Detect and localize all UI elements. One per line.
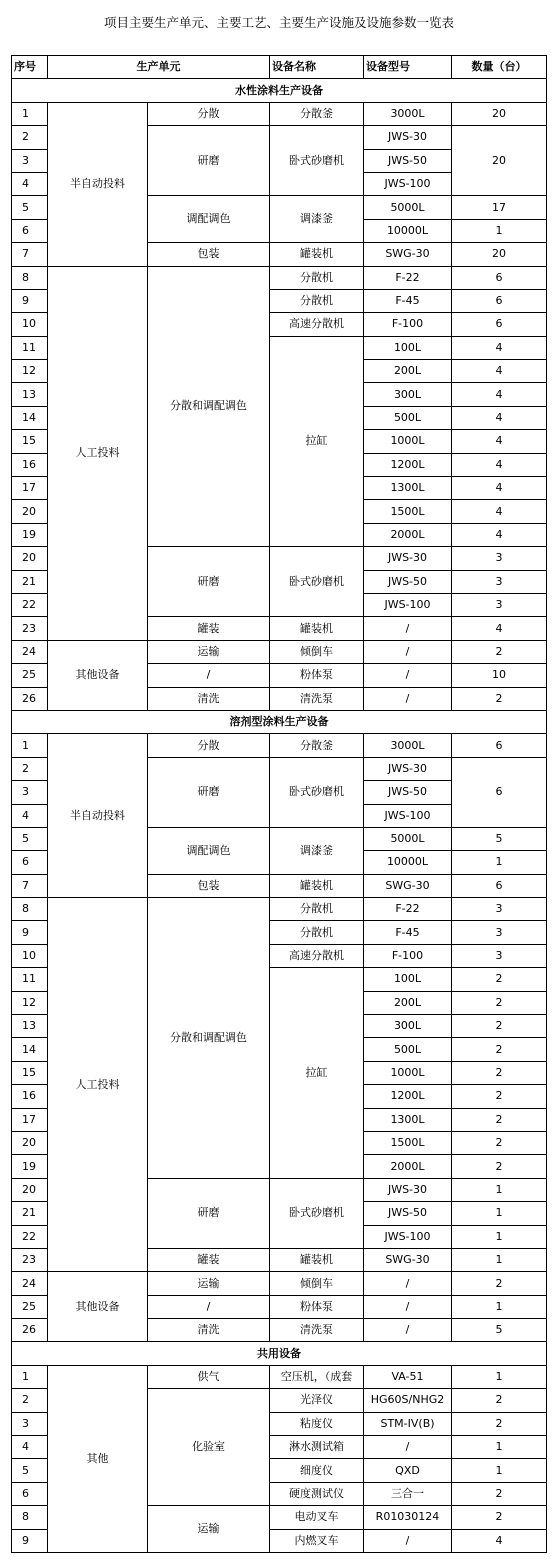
equipment-model: STM-IV(B) [364, 1412, 452, 1435]
equipment-quantity: 4 [452, 360, 547, 383]
row-number: 19 [12, 523, 48, 546]
row-number: 17 [12, 477, 48, 500]
production-unit: 其他设备 [48, 640, 148, 710]
row-number: 11 [12, 336, 48, 359]
equipment-quantity: 3 [452, 921, 547, 944]
equipment-quantity: 2 [452, 1015, 547, 1038]
equipment-model: / [364, 687, 452, 710]
row-number: 22 [12, 593, 48, 616]
equipment-name: 倾倒车 [270, 640, 364, 663]
equipment-model: 1200L [364, 1085, 452, 1108]
process-step: 研磨 [148, 547, 270, 617]
equipment-model: 1500L [364, 500, 452, 523]
equipment-quantity: 17 [452, 196, 547, 219]
col-header-unit: 生产单元 [48, 56, 270, 79]
equipment-quantity: 1 [452, 1459, 547, 1482]
equipment-name: 罐装机 [270, 874, 364, 897]
process-step: 运输 [148, 1506, 270, 1553]
equipment-quantity: 6 [452, 266, 547, 289]
equipment-model: VA-51 [364, 1365, 452, 1388]
equipment-quantity: 1 [452, 1178, 547, 1201]
equipment-quantity: 4 [452, 477, 547, 500]
equipment-name: 高速分散机 [270, 944, 364, 967]
table-row [12, 1365, 547, 1388]
row-number: 14 [12, 1038, 48, 1061]
row-number: 6 [12, 1482, 48, 1505]
process-step: 分散和调配调色 [148, 898, 270, 1179]
equipment-model: JWS-30 [364, 1178, 452, 1201]
equipment-name: 分散机 [270, 289, 364, 312]
section-title: 溶剂型涂料生产设备 [12, 710, 547, 733]
equipment-name: 分散釜 [270, 102, 364, 125]
equipment-name: 拉缸 [270, 336, 364, 547]
row-number: 25 [12, 664, 48, 687]
row-number: 15 [12, 1061, 48, 1084]
equipment-name: 高速分散机 [270, 313, 364, 336]
equipment-model: JWS-30 [364, 547, 452, 570]
row-number: 11 [12, 968, 48, 991]
equipment-model: 10000L [364, 219, 452, 242]
row-number: 7 [12, 243, 48, 266]
process-step: 罐装 [148, 1248, 270, 1271]
section-title: 水性涂料生产设备 [12, 79, 547, 102]
row-number: 8 [12, 266, 48, 289]
col-header-qty: 数量（台） [452, 56, 547, 79]
row-number: 10 [12, 313, 48, 336]
equipment-quantity: 1 [452, 1225, 547, 1248]
equipment-model: R01030124 [364, 1506, 452, 1529]
equipment-model: JWS-50 [364, 781, 452, 804]
equipment-quantity: 2 [452, 1482, 547, 1505]
equipment-name: 罐装机 [270, 243, 364, 266]
row-number: 3 [12, 149, 48, 172]
equipment-model: SWG-30 [364, 874, 452, 897]
process-step: 运输 [148, 1272, 270, 1295]
section-title: 共用设备 [12, 1342, 547, 1365]
col-header-name: 设备名称 [270, 56, 364, 79]
row-number: 3 [12, 1412, 48, 1435]
table-row [12, 266, 547, 289]
row-number: 5 [12, 827, 48, 850]
equipment-model: 300L [364, 383, 452, 406]
process-step: 运输 [148, 640, 270, 663]
equipment-model: 200L [364, 991, 452, 1014]
equipment-name: 调漆釜 [270, 827, 364, 874]
equipment-quantity: 20 [452, 243, 547, 266]
equipment-model: / [364, 1272, 452, 1295]
equipment-model: / [364, 664, 452, 687]
row-number: 2 [12, 1389, 48, 1412]
table-row [12, 734, 547, 757]
equipment-quantity: 1 [452, 219, 547, 242]
process-step: 罐装 [148, 617, 270, 640]
equipment-model: 3000L [364, 102, 452, 125]
equipment-model: 2000L [364, 1155, 452, 1178]
process-step: 包装 [148, 243, 270, 266]
row-number: 21 [12, 570, 48, 593]
equipment-quantity: 6 [452, 874, 547, 897]
process-step: 供气 [148, 1365, 270, 1388]
equipment-name: 分散釜 [270, 734, 364, 757]
row-number: 24 [12, 640, 48, 663]
equipment-quantity: 2 [452, 1155, 547, 1178]
equipment-name: 细度仪 [270, 1459, 364, 1482]
equipment-model: JWS-50 [364, 149, 452, 172]
row-number: 1 [12, 1365, 48, 1388]
equipment-model: SWG-30 [364, 1248, 452, 1271]
process-step: 分散 [148, 102, 270, 125]
row-number: 4 [12, 172, 48, 195]
equipment-name: 调漆釜 [270, 196, 364, 243]
equipment-quantity: 2 [452, 687, 547, 710]
row-number: 15 [12, 430, 48, 453]
row-number: 26 [12, 687, 48, 710]
row-number: 1 [12, 734, 48, 757]
equipment-quantity: 2 [452, 1412, 547, 1435]
row-number: 12 [12, 360, 48, 383]
equipment-model: 1000L [364, 1061, 452, 1084]
row-number: 23 [12, 1248, 48, 1271]
table-row [12, 1272, 547, 1295]
process-step: 清洗 [148, 687, 270, 710]
section-row [12, 1342, 547, 1365]
equipment-name: 卧式砂磨机 [270, 547, 364, 617]
equipment-quantity: 2 [452, 1061, 547, 1084]
row-number: 14 [12, 406, 48, 429]
equipment-model: 300L [364, 1015, 452, 1038]
production-unit: 人工投料 [48, 266, 148, 640]
table-row [12, 640, 547, 663]
equipment-name: 清洗泵 [270, 687, 364, 710]
process-step: / [148, 664, 270, 687]
equipment-model: 10000L [364, 851, 452, 874]
equipment-model: JWS-100 [364, 593, 452, 616]
row-number: 1 [12, 102, 48, 125]
equipment-model: 3000L [364, 734, 452, 757]
equipment-quantity: 2 [452, 1108, 547, 1131]
row-number: 20 [12, 1178, 48, 1201]
row-number: 12 [12, 991, 48, 1014]
equipment-model: 1000L [364, 430, 452, 453]
equipment-model: JWS-50 [364, 1202, 452, 1225]
row-number: 20 [12, 547, 48, 570]
equipment-name: 倾倒车 [270, 1272, 364, 1295]
equipment-model: 5000L [364, 827, 452, 850]
equipment-name: 卧式砂磨机 [270, 1178, 364, 1248]
process-step: 调配调色 [148, 196, 270, 243]
row-number: 3 [12, 781, 48, 804]
row-number: 6 [12, 851, 48, 874]
row-number: 9 [12, 1529, 48, 1552]
row-number: 7 [12, 874, 48, 897]
equipment-quantity: 4 [452, 453, 547, 476]
equipment-quantity: 2 [452, 1389, 547, 1412]
equipment-model: 500L [364, 1038, 452, 1061]
equipment-quantity: 3 [452, 547, 547, 570]
equipment-quantity: 1 [452, 1248, 547, 1271]
equipment-quantity: 4 [452, 617, 547, 640]
production-unit: 其他设备 [48, 1272, 148, 1342]
production-unit: 人工投料 [48, 898, 148, 1272]
production-unit: 其他 [48, 1365, 148, 1552]
equipment-name: 粘度仪 [270, 1412, 364, 1435]
row-number: 16 [12, 453, 48, 476]
row-number: 5 [12, 196, 48, 219]
equipment-model: JWS-30 [364, 757, 452, 780]
equipment-quantity: 2 [452, 1131, 547, 1154]
header-row [12, 56, 547, 79]
equipment-name: 内燃叉车 [270, 1529, 364, 1552]
equipment-quantity: 2 [452, 1038, 547, 1061]
equipment-model: / [364, 1319, 452, 1342]
row-number: 20 [12, 1131, 48, 1154]
section-row [12, 710, 547, 733]
process-step: 化验室 [148, 1389, 270, 1506]
equipment-quantity: 4 [452, 383, 547, 406]
equipment-model: 100L [364, 336, 452, 359]
equipment-name: 粉体泵 [270, 664, 364, 687]
equipment-model: JWS-100 [364, 1225, 452, 1248]
equipment-model: / [364, 1529, 452, 1552]
equipment-name: 罐装机 [270, 1248, 364, 1271]
equipment-model: / [364, 1295, 452, 1318]
equipment-name: 卧式砂磨机 [270, 757, 364, 827]
equipment-model: 5000L [364, 196, 452, 219]
equipment-name: 光泽仪 [270, 1389, 364, 1412]
equipment-model: 1300L [364, 477, 452, 500]
equipment-name: 淋水测试箱 [270, 1436, 364, 1459]
col-header-model: 设备型号 [364, 56, 452, 79]
equipment-name: 电动叉车 [270, 1506, 364, 1529]
row-number: 13 [12, 1015, 48, 1038]
equipment-name: 拉缸 [270, 968, 364, 1179]
equipment-model: HG60S/NHG2 [364, 1389, 452, 1412]
row-number: 25 [12, 1295, 48, 1318]
equipment-model: F-22 [364, 266, 452, 289]
row-number: 17 [12, 1108, 48, 1131]
table-row [12, 898, 547, 921]
equipment-quantity: 4 [452, 1529, 547, 1552]
equipment-model: 三合一 [364, 1482, 452, 1505]
equipment-model: 200L [364, 360, 452, 383]
row-number: 20 [12, 500, 48, 523]
equipment-quantity: 5 [452, 1319, 547, 1342]
row-number: 5 [12, 1459, 48, 1482]
equipment-model: JWS-100 [364, 804, 452, 827]
equipment-model: / [364, 1436, 452, 1459]
row-number: 2 [12, 126, 48, 149]
row-number: 4 [12, 1436, 48, 1459]
process-step: 清洗 [148, 1319, 270, 1342]
row-number: 9 [12, 289, 48, 312]
equipment-quantity: 10 [452, 664, 547, 687]
equipment-quantity: 20 [452, 102, 547, 125]
equipment-quantity: 3 [452, 898, 547, 921]
row-number: 16 [12, 1085, 48, 1108]
equipment-name: 分散机 [270, 898, 364, 921]
equipment-quantity: 2 [452, 640, 547, 663]
equipment-name: 罐装机 [270, 617, 364, 640]
equipment-model: 1300L [364, 1108, 452, 1131]
equipment-model: SWG-30 [364, 243, 452, 266]
equipment-quantity: 1 [452, 1436, 547, 1459]
equipment-quantity: 4 [452, 500, 547, 523]
table-row [12, 102, 547, 125]
equipment-quantity: 6 [452, 757, 547, 827]
equipment-name: 卧式砂磨机 [270, 126, 364, 196]
row-number: 9 [12, 921, 48, 944]
process-step: 调配调色 [148, 827, 270, 874]
row-number: 8 [12, 1506, 48, 1529]
section-row [12, 79, 547, 102]
production-unit: 半自动投料 [48, 102, 148, 266]
row-number: 19 [12, 1155, 48, 1178]
equipment-model: JWS-100 [364, 172, 452, 195]
equipment-name: 粉体泵 [270, 1295, 364, 1318]
equipment-table [11, 55, 547, 1553]
equipment-quantity: 6 [452, 313, 547, 336]
equipment-quantity: 4 [452, 336, 547, 359]
equipment-name: 分散机 [270, 921, 364, 944]
equipment-quantity: 2 [452, 1272, 547, 1295]
process-step: 研磨 [148, 757, 270, 827]
equipment-quantity: 2 [452, 1506, 547, 1529]
equipment-quantity: 6 [452, 289, 547, 312]
equipment-quantity: 3 [452, 593, 547, 616]
row-number: 4 [12, 804, 48, 827]
process-step: 研磨 [148, 126, 270, 196]
process-step: / [148, 1295, 270, 1318]
process-step: 研磨 [148, 1178, 270, 1248]
equipment-quantity: 1 [452, 1295, 547, 1318]
equipment-model: F-100 [364, 944, 452, 967]
equipment-name: 空压机，（成套 [270, 1365, 364, 1388]
equipment-model: JWS-30 [364, 126, 452, 149]
equipment-model: F-100 [364, 313, 452, 336]
equipment-quantity: 20 [452, 126, 547, 196]
row-number: 13 [12, 383, 48, 406]
process-step: 包装 [148, 874, 270, 897]
row-number: 26 [12, 1319, 48, 1342]
equipment-quantity: 1 [452, 1202, 547, 1225]
equipment-model: F-22 [364, 898, 452, 921]
equipment-quantity: 3 [452, 944, 547, 967]
equipment-model: / [364, 640, 452, 663]
col-header-no: 序号 [12, 56, 48, 79]
equipment-quantity: 5 [452, 827, 547, 850]
equipment-quantity: 1 [452, 851, 547, 874]
equipment-model: 500L [364, 406, 452, 429]
equipment-name: 硬度测试仪 [270, 1482, 364, 1505]
equipment-quantity: 4 [452, 406, 547, 429]
row-number: 22 [12, 1225, 48, 1248]
equipment-model: 2000L [364, 523, 452, 546]
equipment-model: 1200L [364, 453, 452, 476]
equipment-quantity: 3 [452, 570, 547, 593]
process-step: 分散 [148, 734, 270, 757]
row-number: 8 [12, 898, 48, 921]
document-title: 项目主要生产单元、主要工艺、主要生产设施及设施参数一览表 [103, 15, 454, 30]
equipment-quantity: 4 [452, 430, 547, 453]
production-unit: 半自动投料 [48, 734, 148, 898]
equipment-model: / [364, 617, 452, 640]
equipment-quantity: 4 [452, 523, 547, 546]
row-number: 23 [12, 617, 48, 640]
equipment-model: JWS-50 [364, 570, 452, 593]
row-number: 2 [12, 757, 48, 780]
equipment-model: F-45 [364, 921, 452, 944]
row-number: 6 [12, 219, 48, 242]
equipment-name: 分散机 [270, 266, 364, 289]
equipment-model: 1500L [364, 1131, 452, 1154]
equipment-name: 清洗泵 [270, 1319, 364, 1342]
equipment-model: F-45 [364, 289, 452, 312]
row-number: 10 [12, 944, 48, 967]
equipment-model: QXD [364, 1459, 452, 1482]
process-step: 分散和调配调色 [148, 266, 270, 547]
equipment-quantity: 1 [452, 1365, 547, 1388]
equipment-quantity: 2 [452, 1085, 547, 1108]
equipment-model: 100L [364, 968, 452, 991]
table-body [12, 79, 547, 1553]
row-number: 24 [12, 1272, 48, 1295]
row-number: 21 [12, 1202, 48, 1225]
equipment-quantity: 6 [452, 734, 547, 757]
equipment-quantity: 2 [452, 968, 547, 991]
equipment-quantity: 2 [452, 991, 547, 1014]
